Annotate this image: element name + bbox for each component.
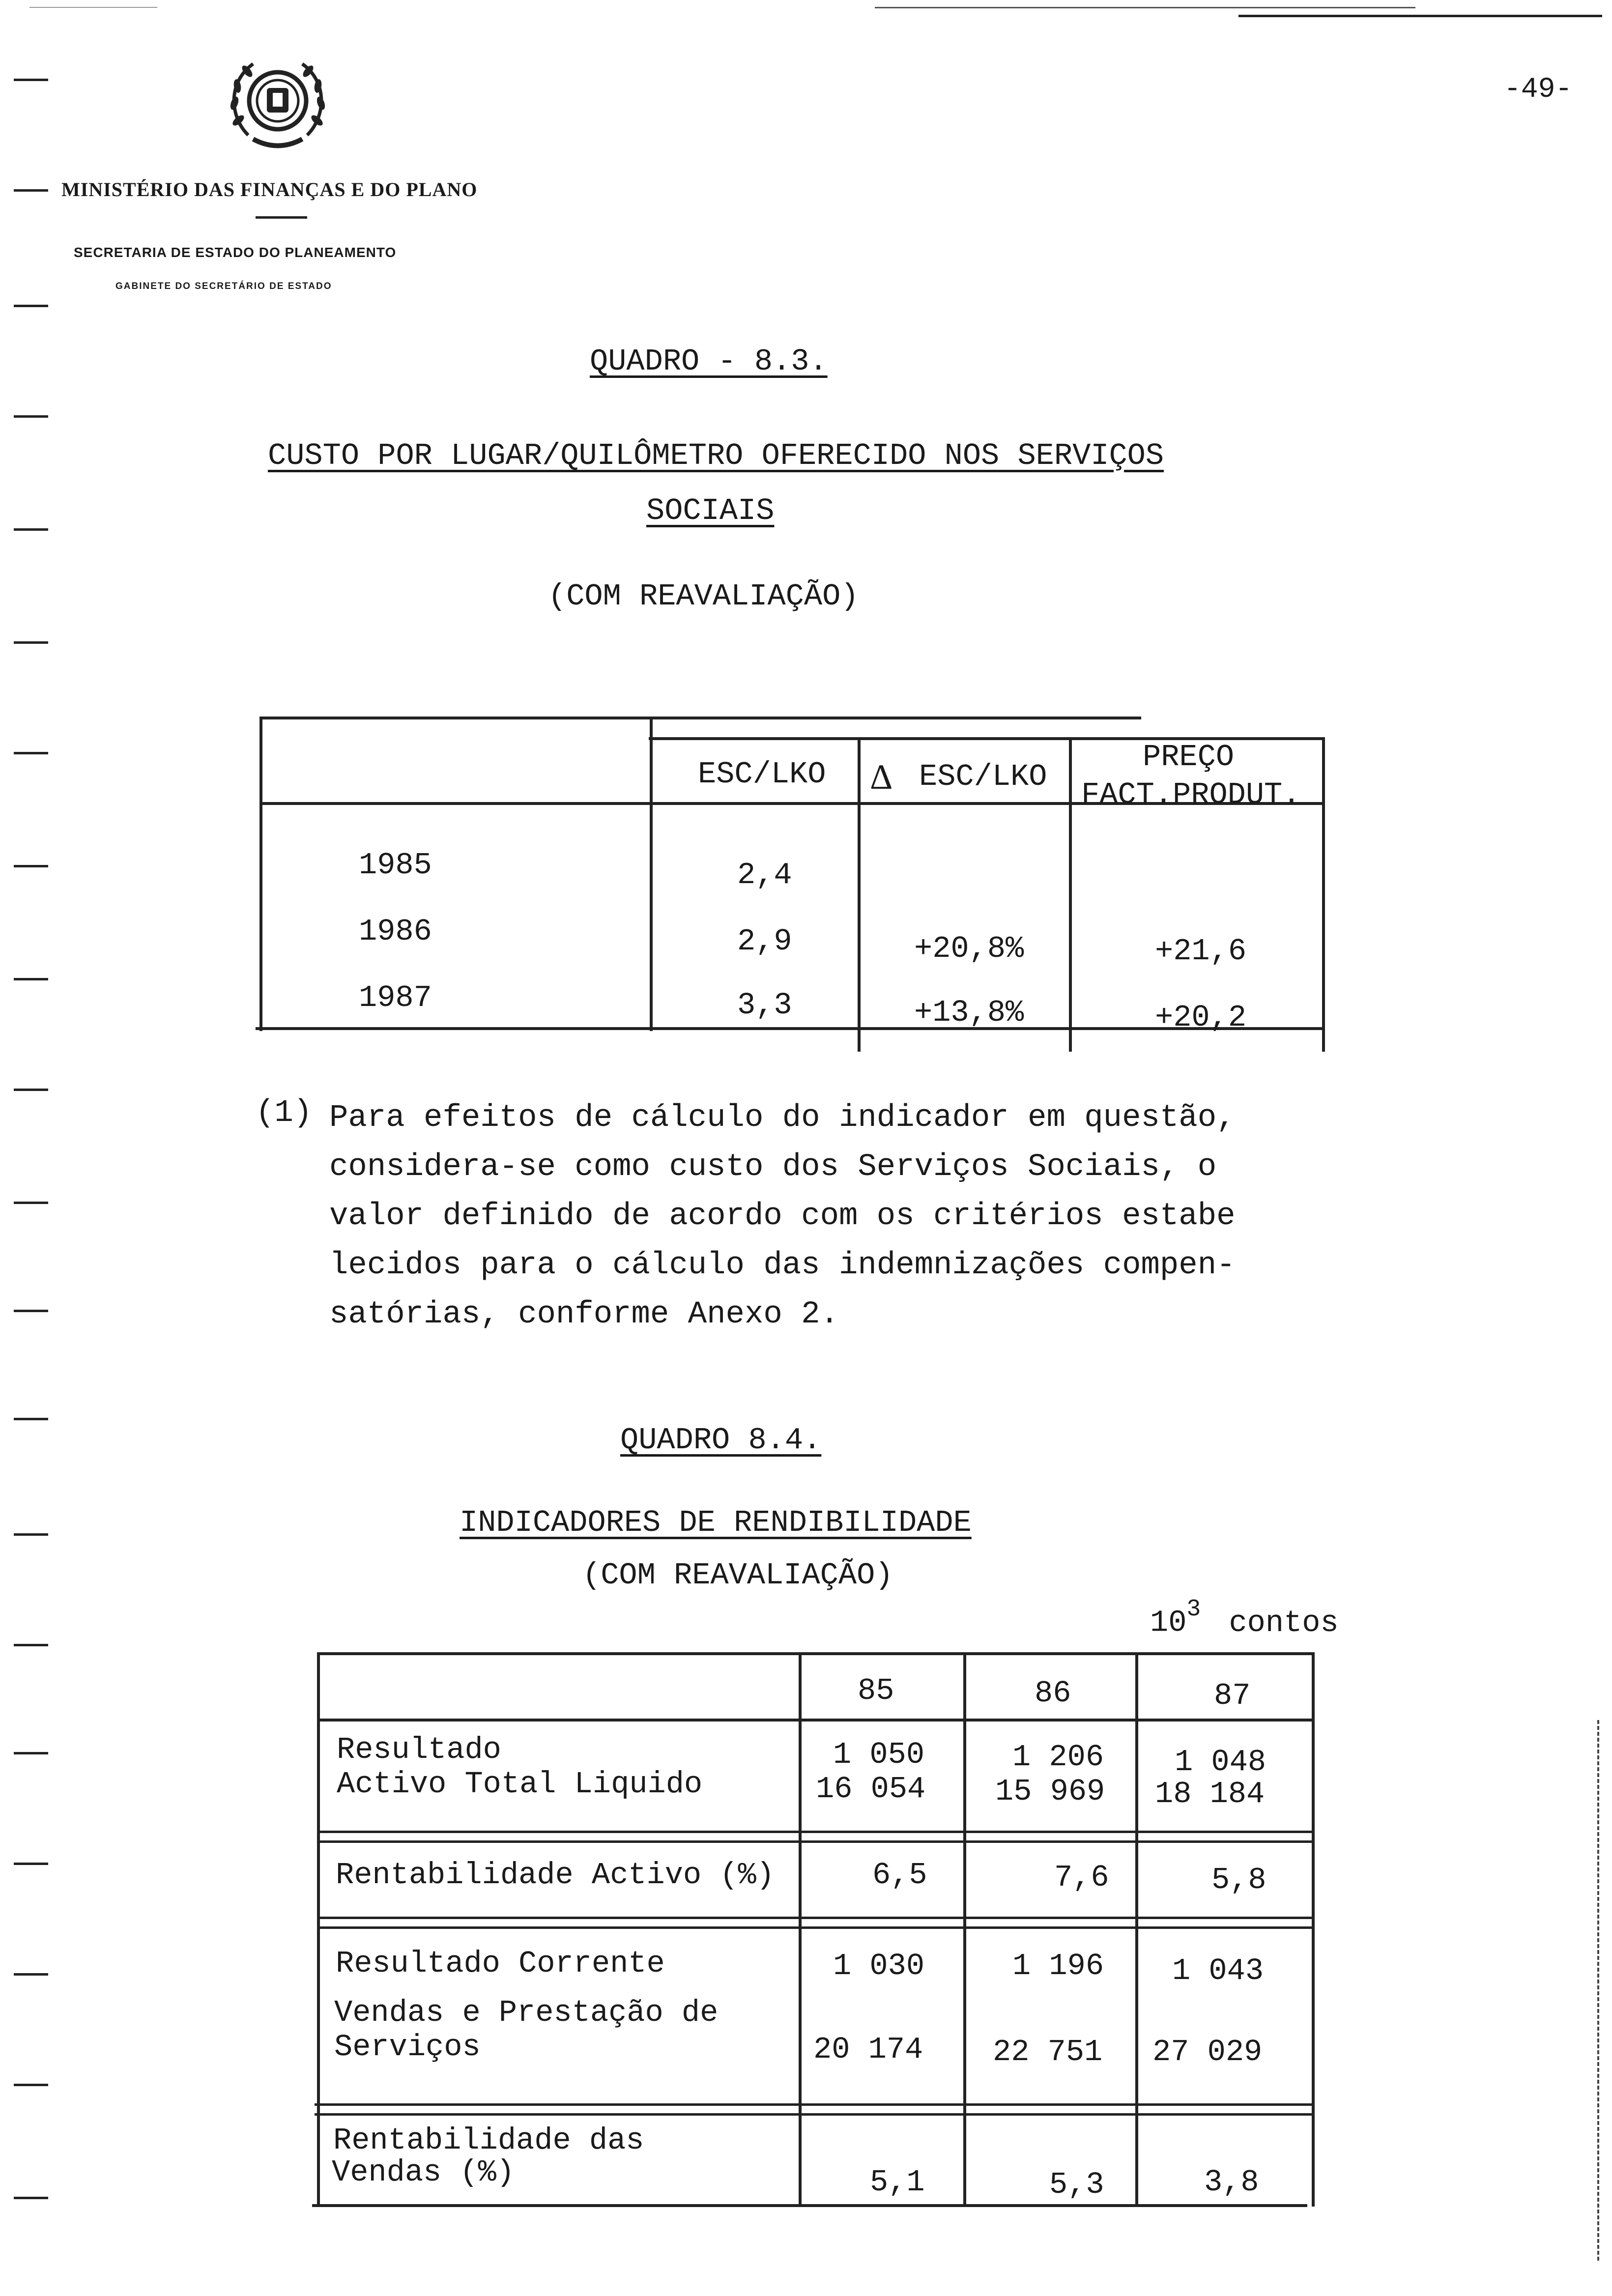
q83-row-delta: +20,8%: [914, 931, 1024, 966]
q83-row-esc: 2,4: [737, 858, 792, 892]
q84-value: 1 030: [833, 1949, 925, 1983]
q84-value: 5,8: [1211, 1863, 1267, 1897]
q84-value: 1 048: [1175, 1745, 1267, 1779]
q84-value: 1 206: [1012, 1740, 1104, 1775]
q84-value: 5,3: [1049, 2167, 1104, 2202]
q83-header-preco-line1: PREÇO: [1143, 740, 1235, 775]
q83-row-delta: +13,8%: [914, 995, 1024, 1030]
footnote-line: lecidos para o cálculo das indemnizações compen-: [329, 1248, 1236, 1283]
q84-value: 16 054: [816, 1772, 926, 1807]
q84-unit-exp: 3: [1186, 1596, 1201, 1623]
q84-value: 6,5: [872, 1858, 927, 1893]
q84-unit-base: 10: [1150, 1605, 1187, 1640]
q84-value: 20 174: [813, 2032, 923, 2067]
q84-year-header: 85: [858, 1673, 894, 1708]
q83-footnote: [329, 1093, 1558, 1339]
top-rule-right: [1238, 15, 1602, 17]
q84-value: 1 050: [833, 1737, 925, 1772]
delta-triangle-icon: Δ: [870, 757, 893, 797]
q84-row-label: Activo Total Liquido: [337, 1767, 703, 1802]
q84-title: INDICADORES DE RENDIBILIDADE: [460, 1505, 972, 1540]
q84-row-label: Serviços: [334, 2030, 481, 2065]
q83-row-year: 1986: [359, 914, 432, 949]
q84-unit: [1150, 1596, 1339, 1640]
secretariat-name: SECRETARIA DE ESTADO DO PLANEAMENTO: [74, 245, 397, 260]
footnote-line: valor definido de acordo com os critérios estabe: [329, 1199, 1236, 1234]
q83-header-esc: ESC/LKO: [698, 757, 826, 792]
footnote-line: Para efeitos de cálculo do indicador em questão,: [329, 1100, 1236, 1136]
letterhead-divider: [256, 216, 307, 219]
page-number: -49-: [1504, 74, 1573, 106]
cabinet-name: GABINETE DO SECRETÁRIO DE ESTADO: [115, 281, 332, 291]
q83-label: QUADRO - 8.3.: [590, 344, 828, 379]
q83-row-preco: +21,6: [1155, 934, 1247, 969]
top-rule-left: [875, 7, 1415, 8]
ministry-name: MINISTÉRIO DAS FINANÇAS E DO PLANO: [61, 178, 478, 201]
q84-row-label: Resultado: [337, 1732, 501, 1767]
q84-row-label: Rentabilidade Activo (%): [336, 1858, 775, 1893]
q84-value: 18 184: [1155, 1777, 1265, 1811]
q84-value: 27 029: [1152, 2035, 1263, 2069]
q83-subtitle: (COM REAVALIAÇÃO): [548, 579, 859, 614]
q84-year-header: 86: [1035, 1676, 1071, 1711]
q84-row-label: Resultado Corrente: [336, 1946, 665, 1981]
q84-subtitle: (COM REAVALIAÇÃO): [582, 1558, 893, 1593]
q83-header-preco-line2: FACT.PRODUT.: [1081, 777, 1301, 812]
q84-value: 15 969: [995, 1774, 1105, 1809]
q84-value: 3,8: [1204, 2165, 1259, 2200]
q84-value: 7,6: [1054, 1860, 1109, 1895]
q84-value: 1 043: [1172, 1953, 1264, 1988]
coat-of-arms-emblem: [219, 52, 337, 155]
q83-row-year: 1987: [359, 980, 432, 1015]
q84-value: 22 751: [993, 2035, 1103, 2069]
q84-unit-word: contos: [1229, 1605, 1339, 1640]
q83-header-delta-esc: ESC/LKO: [919, 759, 1047, 794]
q84-value: 1 196: [1012, 1949, 1104, 1983]
top-rule-faint: [29, 7, 157, 8]
binding-edge-marks: [1597, 1720, 1601, 2261]
q83-row-esc: 2,9: [737, 924, 792, 959]
q83-row-esc: 3,3: [737, 988, 792, 1023]
q84-row-label: Vendas e Prestação de: [334, 1995, 719, 2030]
q83-title-line2: SOCIAIS: [646, 493, 775, 528]
q83-row-year: 1985: [359, 848, 432, 883]
q84-row-label: Rentabilidade das: [333, 2123, 644, 2158]
q84-row-label: Vendas (%): [332, 2155, 515, 2190]
q83-title-line1: CUSTO POR LUGAR/QUILÔMETRO OFERECIDO NOS SERVIÇOS: [268, 438, 1164, 473]
q83-footnote-marker: (1): [256, 1095, 313, 1131]
q84-year-header: 87: [1214, 1678, 1251, 1713]
q84-value: 5,1: [870, 2165, 925, 2200]
q83-row-preco: +20,2: [1155, 1000, 1247, 1035]
footnote-line: considera-se como custo dos Serviços Sociais, o: [329, 1149, 1217, 1185]
q84-label: QUADRO 8.4.: [620, 1423, 822, 1458]
footnote-line: satórias, conforme Anexo 2.: [329, 1297, 839, 1332]
